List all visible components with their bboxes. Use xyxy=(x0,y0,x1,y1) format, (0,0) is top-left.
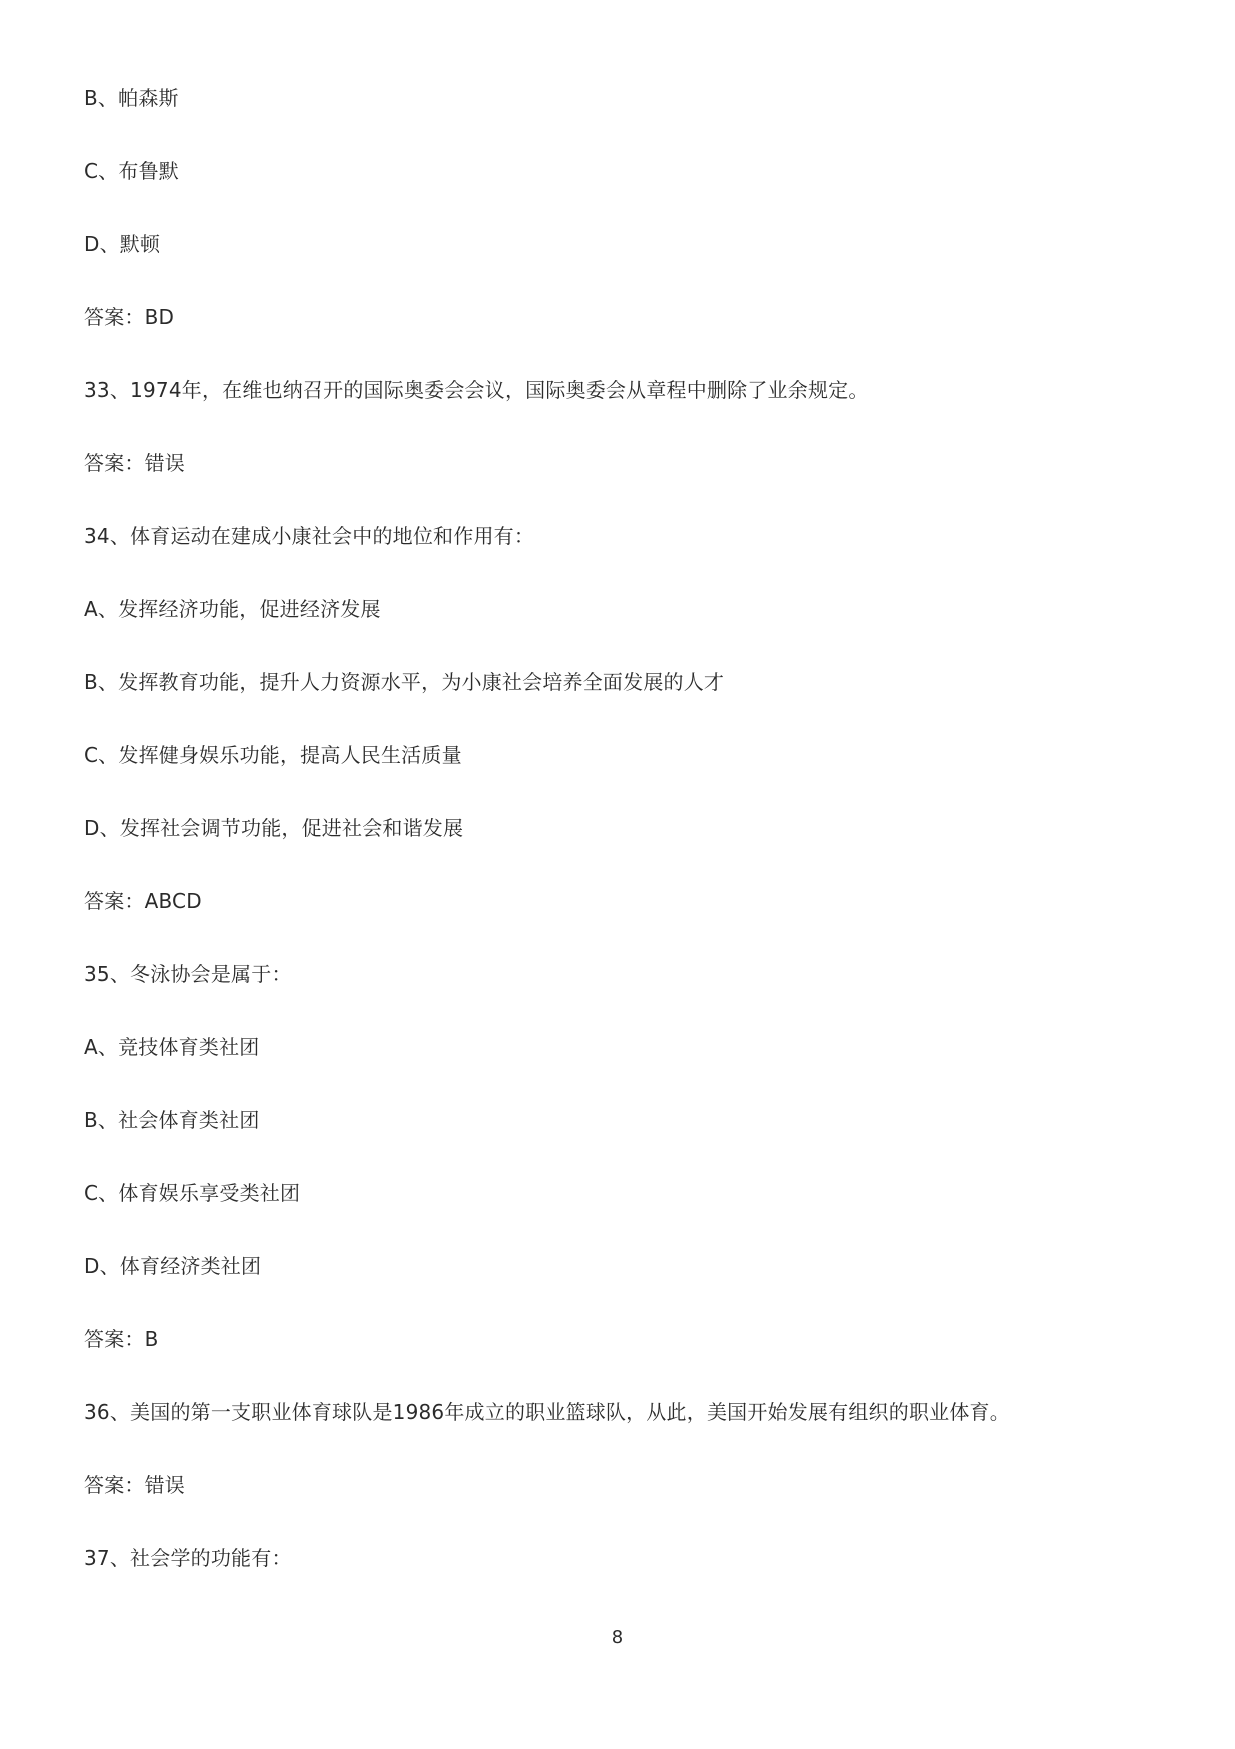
question-35: 35、冬泳协会是属于： xyxy=(84,962,292,986)
answer-q34: 答案：ABCD xyxy=(84,889,202,913)
answer-q36: 答案：错误 xyxy=(84,1473,185,1497)
option-a-q35: A、竞技体育类社团 xyxy=(84,1035,260,1059)
question-34: 34、体育运动在建成小康社会中的地位和作用有： xyxy=(84,524,535,548)
option-d-q32: D、默顿 xyxy=(84,232,161,256)
answer-q32: 答案：BD xyxy=(84,305,175,329)
option-c-q34: C、发挥健身娱乐功能，提高人民生活质量 xyxy=(84,743,462,767)
question-36: 36、美国的第一支职业体育球队是1986年成立的职业篮球队，从此，美国开始发展有组织的职业体育。 xyxy=(84,1400,1010,1424)
option-d-q35: D、体育经济类社团 xyxy=(84,1254,262,1278)
option-c-q35: C、体育娱乐享受类社团 xyxy=(84,1181,301,1205)
answer-q33: 答案：错误 xyxy=(84,451,185,475)
option-b-q32: B、帕森斯 xyxy=(84,86,179,110)
option-d-q34: D、发挥社会调节功能，促进社会和谐发展 xyxy=(84,816,464,840)
option-b-q35: B、社会体育类社团 xyxy=(84,1108,260,1132)
option-b-q34: B、发挥教育功能，提升人力资源水平，为小康社会培养全面发展的人才 xyxy=(84,670,725,694)
option-c-q32: C、布鲁默 xyxy=(84,159,179,183)
answer-q35: 答案：B xyxy=(84,1327,159,1351)
option-a-q34: A、发挥经济功能，促进经济发展 xyxy=(84,597,381,621)
question-33: 33、1974年，在维也纳召开的国际奥委会会议，国际奥委会从章程中删除了业余规定。 xyxy=(84,378,869,402)
page-number: 8 xyxy=(611,1627,624,1648)
question-37: 37、社会学的功能有： xyxy=(84,1546,292,1570)
